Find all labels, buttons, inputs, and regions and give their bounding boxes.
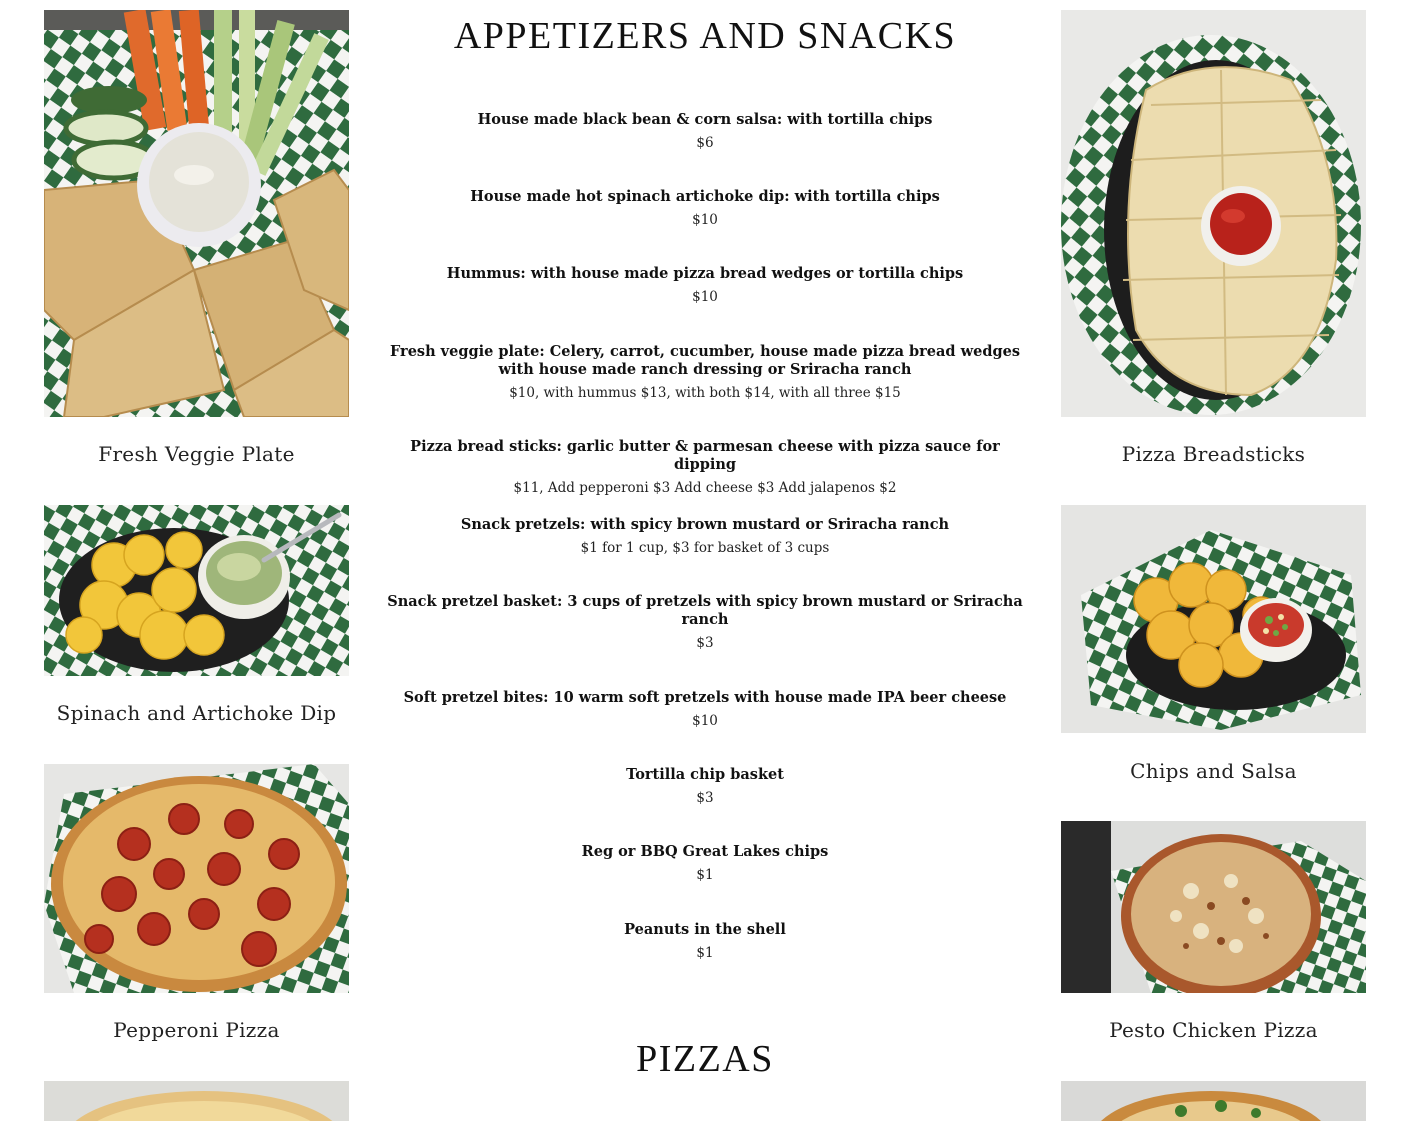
caption-breadsticks: Pizza Breadsticks [1121,442,1306,466]
pesto-pizza-photo[interactable] [1061,821,1366,993]
menu-item-name: House made black bean & corn salsa: with tortilla chips [477,111,933,128]
appetizers-heading: APPETIZERS AND SNACKS [453,15,957,57]
caption-pesto-pizza: Pesto Chicken Pizza [1109,1018,1318,1042]
veggie-plate-photo[interactable] [44,10,349,417]
menu-item [380,188,1030,228]
menu-item [380,343,1030,401]
menu-item-name: Snack pretzel basket: 3 cups of pretzels with spicy brown mustard or Sriracha ranch [387,593,1023,628]
menu-item-price: $1 [696,945,714,961]
menu-item [380,843,1030,883]
menu-item-name: Hummus: with house made pizza bread wedges or tortilla chips [446,265,964,282]
caption-veggie-plate: Fresh Veggie Plate [98,442,295,466]
menu-item [380,438,1030,496]
menu-item-price: $1 for 1 cup, $3 for basket of 3 cups [580,540,830,556]
menu-item-name: Snack pretzels: with spicy brown mustard or Sriracha ranch [460,516,950,533]
pizza-photo-partial[interactable] [44,1081,349,1121]
menu-item [380,111,1030,151]
menu-item-price: $10, with hummus $13, with both $14, with all three $15 [509,385,901,401]
menu-item-name: House made hot spinach artichoke dip: with tortilla chips [470,188,940,205]
menu-item [380,766,1030,806]
menu-item-price: $11, Add pepperoni $3 Add cheese $3 Add jalapenos $2 [513,480,897,496]
caption-spinach-dip: Spinach and Artichoke Dip [56,701,337,725]
menu-item-name: Reg or BBQ Great Lakes chips [581,843,829,860]
pepperoni-pizza-photo[interactable] [44,764,349,993]
pizza-photo-partial-right[interactable] [1061,1081,1366,1121]
menu-item-price: $10 [692,212,718,228]
menu-item-name: Pizza bread sticks: garlic butter & parmesan cheese with pizza sauce for dipping [410,438,1000,473]
menu-item-price: $10 [692,289,718,305]
spinach-dip-photo[interactable] [44,505,349,676]
caption-chips-salsa: Chips and Salsa [1130,759,1297,783]
menu-item [380,265,1030,305]
menu-item-price: $3 [696,790,714,806]
menu-item-price: $10 [692,713,718,729]
pizzas-heading: PIZZAS [636,1038,774,1080]
menu-item-name: Soft pretzel bites: 10 warm soft pretzels with house made IPA beer cheese [403,689,1007,706]
menu-item-price: $1 [696,867,714,883]
menu-item-name: Tortilla chip basket [626,766,784,783]
menu-item-price: $3 [696,635,714,651]
chips-salsa-photo[interactable] [1061,505,1366,733]
caption-pepperoni-pizza: Pepperoni Pizza [113,1018,280,1042]
menu-item-name: Fresh veggie plate: Celery, carrot, cucumber, house made pizza bread wedges with house made ranch dressing or Sriracha ranch [390,343,1020,378]
menu-item [380,516,1030,556]
menu-item [380,689,1030,729]
menu-item-price: $6 [696,135,714,151]
breadsticks-photo[interactable] [1061,10,1366,417]
menu-item-name: Peanuts in the shell [624,921,786,938]
menu-item [380,593,1030,651]
menu-item [380,921,1030,961]
